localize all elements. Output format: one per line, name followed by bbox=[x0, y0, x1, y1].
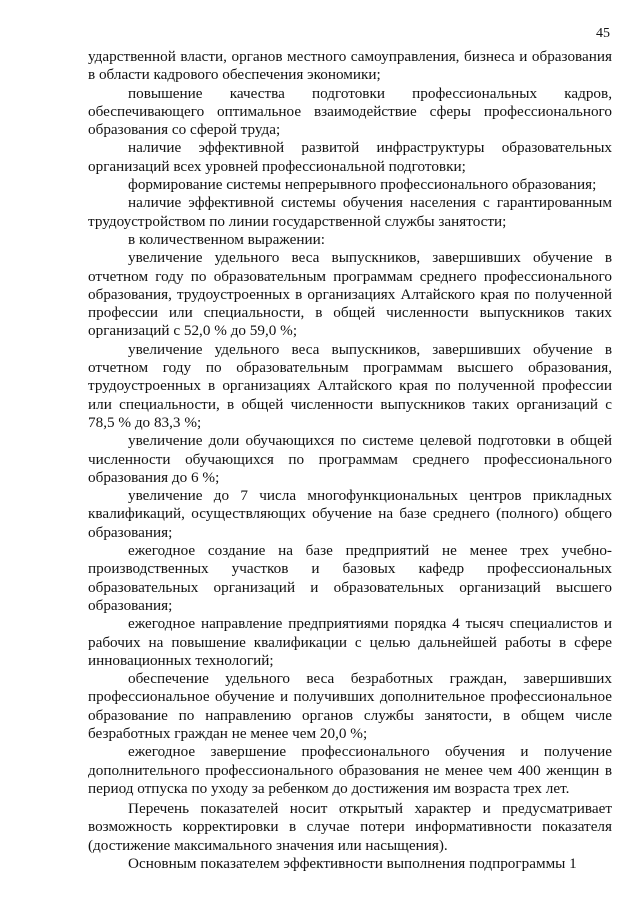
paragraph-unemployed-share: обеспечение удельного веса безработных граждан, завершивших профессиональное обучение и получивших дополнительное профессиональное образование по направлению органов службы занятости, в общем числе безработных граждан не менее чем 20,0 %; bbox=[88, 670, 612, 742]
paragraph-production-sites: ежегодное создание на базе предприятий не менее трех учебно-производственных участков и базовых кафедр профессиональных образовательных организаций и образовательных организаций высшего образования; bbox=[88, 542, 612, 614]
paragraph-infrastructure: наличие эффективной развитой инфраструктуры образовательных организаций всех уровней профессиональной подготовки; bbox=[88, 139, 612, 175]
paragraph-quantitative-heading: в количественном выражении: bbox=[128, 230, 325, 248]
paragraph-main-indicator: Основным показателем эффективности выполнения подпрограммы 1 bbox=[128, 855, 577, 873]
page-number: 45 bbox=[596, 26, 610, 41]
paragraph-women-training: ежегодное завершение профессионального обучения и получение дополнительного профессионального образования не менее чем 400 женщин в период отпуска по уходу за ребенком до достижения им возраста трех лет. bbox=[88, 743, 612, 797]
paragraph-specialists-training: ежегодное направление предприятиями порядка 4 тысяч специалистов и рабочих на повышение квалификации с целью дальнейшей работы в сфере инновационных технологий; bbox=[88, 615, 612, 669]
paragraph-continuous-education: формирование системы непрерывного профессионального образования; bbox=[128, 176, 597, 194]
paragraph-spo-graduates: увеличение удельного веса выпускников, завершивших обучение в отчетном году по образовательным программам среднего профессионального образования, трудоустроенных в организациях Алтайского края по полученной профессии или специальности, в общей численности выпускников таких организаций с 52,0 % до 59,0 %; bbox=[88, 249, 612, 340]
paragraph-training-quality: повышение качества подготовки профессиональных кадров, обеспечивающего оптимальное взаимодействие сферы профессионального образования со сферой труда; bbox=[88, 84, 612, 139]
paragraph-continuation: ударственной власти, органов местного самоуправления, бизнеса и образования в области кадрового обеспечения экономики; bbox=[88, 48, 612, 84]
paragraph-qualification-centers: увеличение до 7 числа многофункциональных центров прикладных квалификаций, осуществляющих обучение на базе среднего (полного) общего образования; bbox=[88, 487, 612, 541]
paragraph-indicator-list-note: Перечень показателей носит открытый характер и предусматривает возможность корректировки в случае потери информативности показателя (достижение максимального значения или насыщения). bbox=[88, 800, 612, 854]
paragraph-higher-ed-graduates: увеличение удельного веса выпускников, завершивших обучение в отчетном году по образовательным программам высшего образования, трудоустроенных в организациях Алтайского края по полученной профессии или специальности, в общей численности выпускников таких организаций с 78,5 % до 83,3 %; bbox=[88, 340, 612, 431]
paragraph-employment-training: наличие эффективной системы обучения населения с гарантированным трудоустройством по линии государственной службы занятости; bbox=[88, 194, 612, 230]
body-text bbox=[88, 48, 612, 873]
paragraph-targeted-training: увеличение доли обучающихся по системе целевой подготовки в общей численности обучающихся по программам среднего профессионального образования до 6 %; bbox=[88, 432, 612, 486]
